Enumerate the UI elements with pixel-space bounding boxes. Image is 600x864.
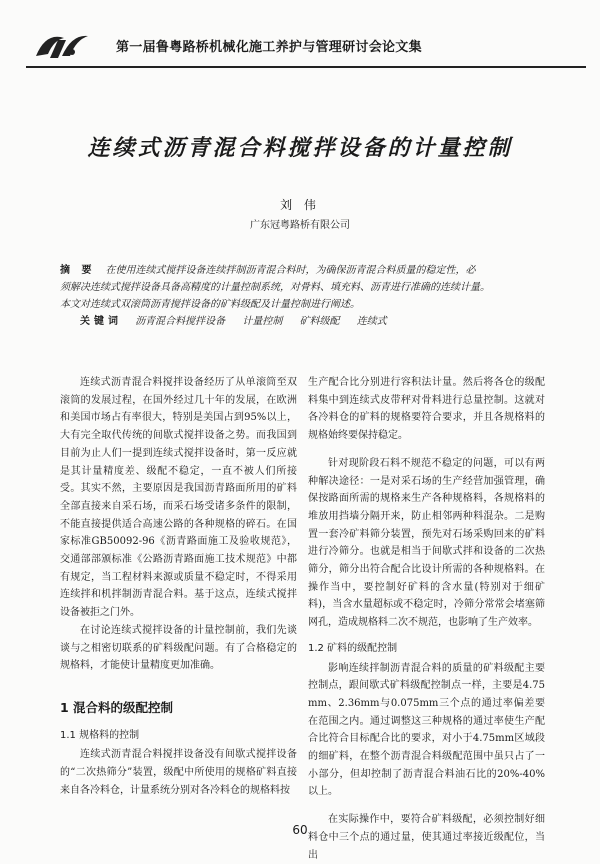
conference-logo-icon	[32, 28, 92, 62]
abstract-line	[60, 262, 545, 279]
page-number: 60	[292, 823, 308, 837]
author-name: 刘 伟	[280, 198, 320, 212]
section-heading: 1 混合料的级配控制	[60, 699, 174, 715]
abstract-block	[60, 262, 545, 330]
abstract-text: 在使用连续式搅拌设备连续拌制沥青混合料时，为确保沥青混合料质量的稳定性，必	[105, 265, 476, 276]
keyword: 沥青混合料搅拌设备	[135, 316, 226, 327]
page-header	[26, 26, 586, 64]
body-column-right	[308, 374, 545, 864]
proceedings-title: 第一届鲁粤路桥机械化施工养护与管理研讨会论文集	[116, 40, 422, 55]
subsection-heading: 1.2 矿料的级配控制	[308, 642, 398, 654]
paragraph: 连续式沥青混合料搅拌设备没有间歇式搅拌设备的“二次热筛分”装置，级配中所使用的规格矿料直接来自各冷料仓，计量系统分别对各冷料仓的规格料按	[60, 749, 297, 796]
keywords-label: 关键词	[80, 316, 122, 327]
keyword: 矿料级配	[299, 316, 340, 327]
paragraph: 影响连续拌制沥青混合料的质量的矿料级配主要控制点，跟间歇式矿料级配控制点一样，主要是4.75mm、2.36mm与0.075mm三个点的通过率偏差要在范围之内。通过调整这三种规格的通过率使生产配合比符合目标配合比的要求，对小于4.75mm区域段的细矿料，在整个沥青混合料级配范围中虽只占了一小部分，但却控制了沥青混合料油石比的20%-40%以上。	[308, 662, 545, 798]
abstract-label: 摘 要	[60, 265, 96, 276]
header-rule	[26, 66, 586, 68]
paragraph: 在实际操作中，要符合矿料级配，必须控制好细料仓中三个点的通过量，使其通过率接近级配位，当出	[308, 814, 545, 861]
subsection-heading: 1.1 规格料的控制	[60, 729, 140, 741]
paragraph: 在讨论连续式搅拌设备的计量控制前，我们先谈谈与之相密切联系的矿料级配问题。有了合格稳定的规格料，才能使计量精度更加准确。	[60, 624, 297, 672]
paragraph: 生产配合比分别进行容积法计量。然后将各仓的级配料集中到连续式皮带秤对骨料进行总量控制。这就对各冷料仓的矿料的规格要符合要求，并且各规格料的规格始终要保持稳定。	[308, 377, 545, 442]
abstract-line: 须解决连续式搅拌设备具备高精度的计量控制系统，对骨料、填充料、沥青进行准确的连续计量。	[60, 282, 490, 293]
paragraph: 针对现阶段石料不规范不稳定的问题，可以有两种解决途径：一是对采石场的生产经营加强管理，确保按路面所需的规格来生产各种规格料，各规格料的堆放用挡墙分隔开来，防止相邻两种料混杂。二是购置一套冷矿料筛分装置，预先对石场采购回来的矿料进行冷筛分。也就是相当于间歇式拌和设备的二次热筛分，筛分出符合配合比设计所需的各种规格料。在操作当中，要控制好矿料的含水量(特别对于细矿料)，当含水量超标或不稳定时，冷筛分常常会堵塞筛网孔，造成规格料二次不规范，也影响了生产效率。	[308, 457, 545, 629]
keywords-line	[80, 313, 545, 330]
body-column-left	[60, 374, 297, 799]
article-title: 连续式沥青混合料搅拌设备的计量控制	[87, 135, 513, 161]
abstract-line: 本文对连续式双滚筒沥青搅拌设备的矿料级配及计量控制进行阐述。	[60, 299, 360, 310]
keyword: 连续式	[356, 316, 387, 327]
author-affiliation: 广东冠粤路桥有限公司	[250, 220, 350, 231]
paragraph: 连续式沥青混合料搅拌设备经历了从单滚筒至双滚筒的发展过程，在国外经过几十年的发展，在欧洲和美国市场占有率很大，特别是美国占到95%以上，大有完全取代传统的间歇式搅拌设备之势。而我国到目前为止人们一提到连续式搅拌设备时，第一反应就是其计量精度差、级配不稳定，一直不被人们所接受。其实不然，主要原因是我国沥青路面所用的矿料全部直接来自采石场，而采石场受诸多条件的限制，不能直接提供适合高速公路的各种规格的碎石。在国家标准GB50092-96《沥青路面施工及验收规范》，交通部部颁标准《公路沥青路面施工技术规范》中都有规定，当工程材料来源或质量不稳定时，不得采用连续拌和机拌制沥青混合料。基于这点，连续式搅拌设备被拒之门外。	[60, 377, 297, 619]
keyword: 计量控制	[242, 316, 283, 327]
